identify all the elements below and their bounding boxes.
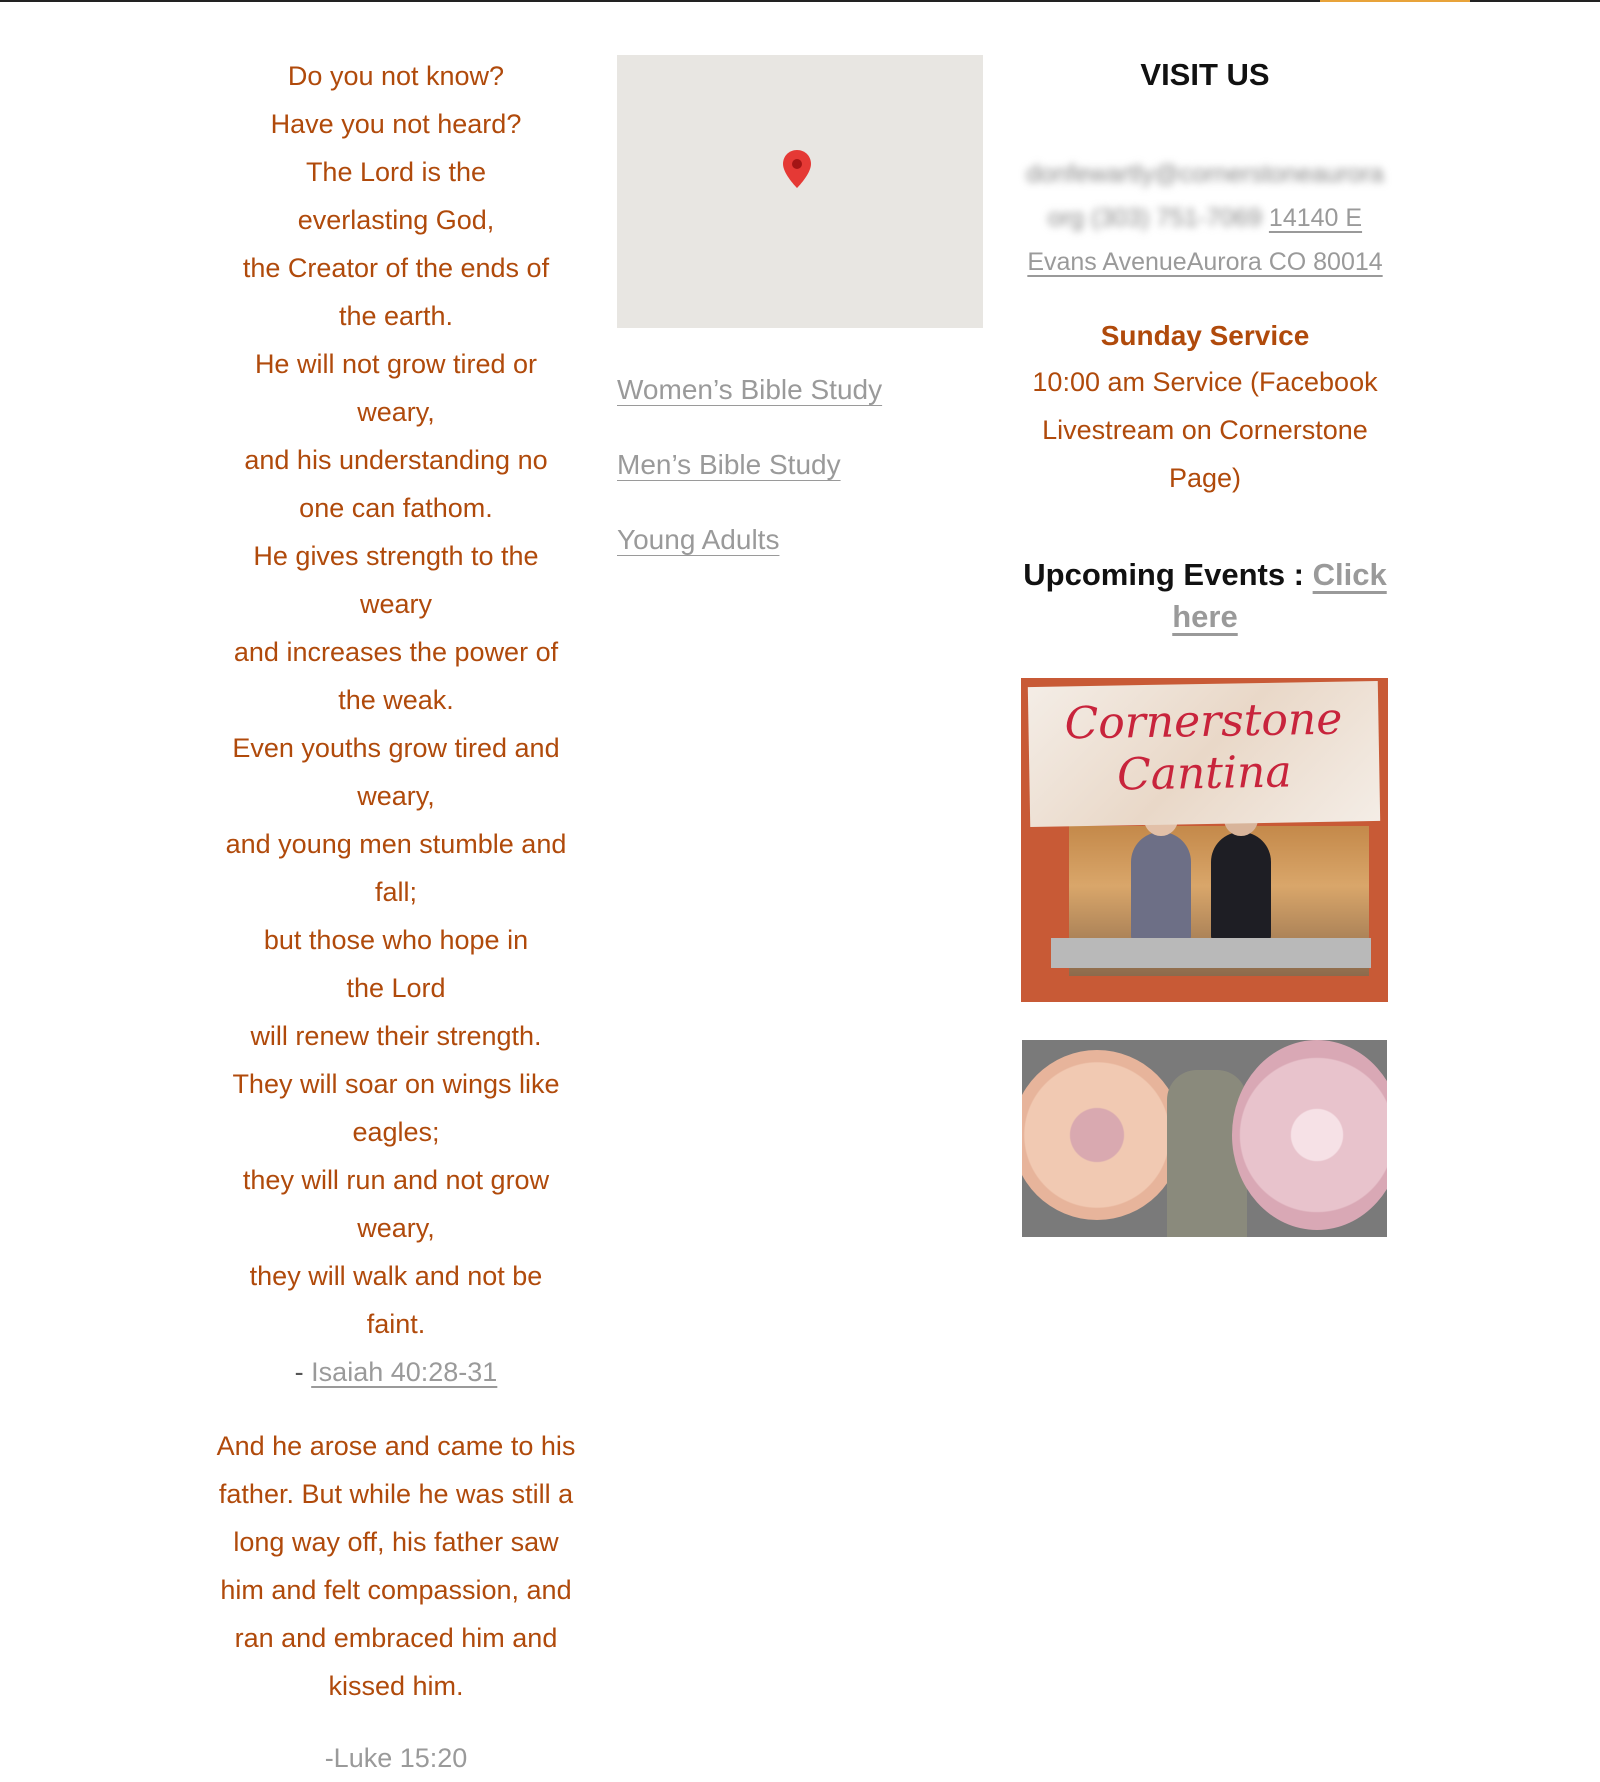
verse-line: weary, (357, 781, 435, 811)
isaiah-reference-link[interactable]: Isaiah 40:28-31 (311, 1357, 498, 1387)
verse-line: weary (359, 589, 433, 619)
visit-us-heading: VISIT US (1140, 57, 1270, 92)
verse-line: one can fathom. (299, 493, 493, 523)
luke-passage: And he arose and came to his father. But while he was still a long way off, his father saw him and felt compassion, and ran and embraced him and kissed him. (216, 1431, 576, 1701)
verse-line: but those who hope in (263, 925, 529, 955)
cantina-photo (1021, 678, 1388, 1002)
verse-line: Have you not heard? (270, 109, 522, 139)
top-border (0, 0, 1600, 2)
womens-bible-study-link[interactable]: Women’s Bible Study (617, 374, 883, 405)
verse-line: Even youths grow tired and (232, 733, 560, 763)
verse-line: the earth. (338, 301, 454, 331)
mens-bible-study-link[interactable]: Men’s Bible Study (617, 449, 841, 480)
verse-line: the Lord (346, 973, 446, 1003)
person-right (1211, 832, 1271, 942)
verse-line: they will walk and not be (249, 1261, 543, 1291)
groups-links (617, 366, 882, 591)
person-left (1131, 832, 1191, 942)
verse-line: They will soar on wings like (232, 1069, 560, 1099)
upcoming-events (1022, 554, 1388, 638)
verse-line: and young men stumble and (225, 829, 567, 859)
luke-reference: -Luke 15:20 (324, 1743, 468, 1773)
verse-line: weary, (357, 397, 435, 427)
upcoming-events-label: Upcoming Events : (1023, 557, 1313, 592)
verse-line: fall; (374, 877, 418, 907)
verse-line: eagles; (352, 1117, 440, 1147)
sunday-service-details: 10:00 am Service (Facebook Livestream on Cornerstone Page) (1032, 367, 1378, 493)
contact-info (1022, 152, 1388, 284)
verse-line: weary, (357, 1213, 435, 1243)
verse-line: and increases the power of (233, 637, 559, 667)
verse-line: He will not grow tired or (254, 349, 538, 379)
verse-line: they will run and not grow (242, 1165, 550, 1195)
map-pin-icon[interactable] (783, 150, 811, 188)
top-border-accent (1320, 0, 1470, 2)
isaiah-passage (216, 52, 576, 1348)
upcoming-events-link[interactable]: Click here (1172, 557, 1387, 634)
counter (1051, 938, 1371, 968)
verse-line: and his understanding no (244, 445, 548, 475)
location-map[interactable] (617, 55, 983, 328)
verse-line: Do you not know? (287, 61, 505, 91)
young-adults-link[interactable]: Young Adults (617, 524, 780, 555)
phone-blurred: org (303) 751-7069 (1047, 204, 1262, 232)
address-link-line2[interactable]: Evans AvenueAurora CO 80014 (1027, 248, 1383, 276)
verse-line: faint. (366, 1309, 426, 1339)
cantina-banner (1028, 681, 1380, 827)
cake-left (1022, 1050, 1182, 1220)
email-blurred: donfewartly@cornerstoneaurora (1026, 160, 1384, 188)
verse-line: He gives strength to the (253, 541, 539, 571)
cake-right (1232, 1040, 1387, 1230)
cake-photo (1022, 1040, 1387, 1237)
isaiah-dash: - (294, 1357, 312, 1387)
scripture-column (216, 52, 576, 1782)
isaiah-attribution (216, 1348, 576, 1396)
verse-line: the Creator of the ends of (242, 253, 550, 283)
banner-line1: Cornerstone (1064, 693, 1343, 750)
verse-line: everlasting God, (297, 205, 495, 235)
banner-line2: Cantina (1116, 746, 1293, 801)
verse-line: will renew their strength. (250, 1021, 542, 1051)
verse-line: the weak. (338, 685, 454, 715)
visit-column (1022, 52, 1388, 638)
verse-line: The Lord is the (305, 157, 487, 187)
sunday-service-heading: Sunday Service (1100, 320, 1310, 351)
address-link-line1[interactable]: 14140 E (1268, 204, 1363, 232)
